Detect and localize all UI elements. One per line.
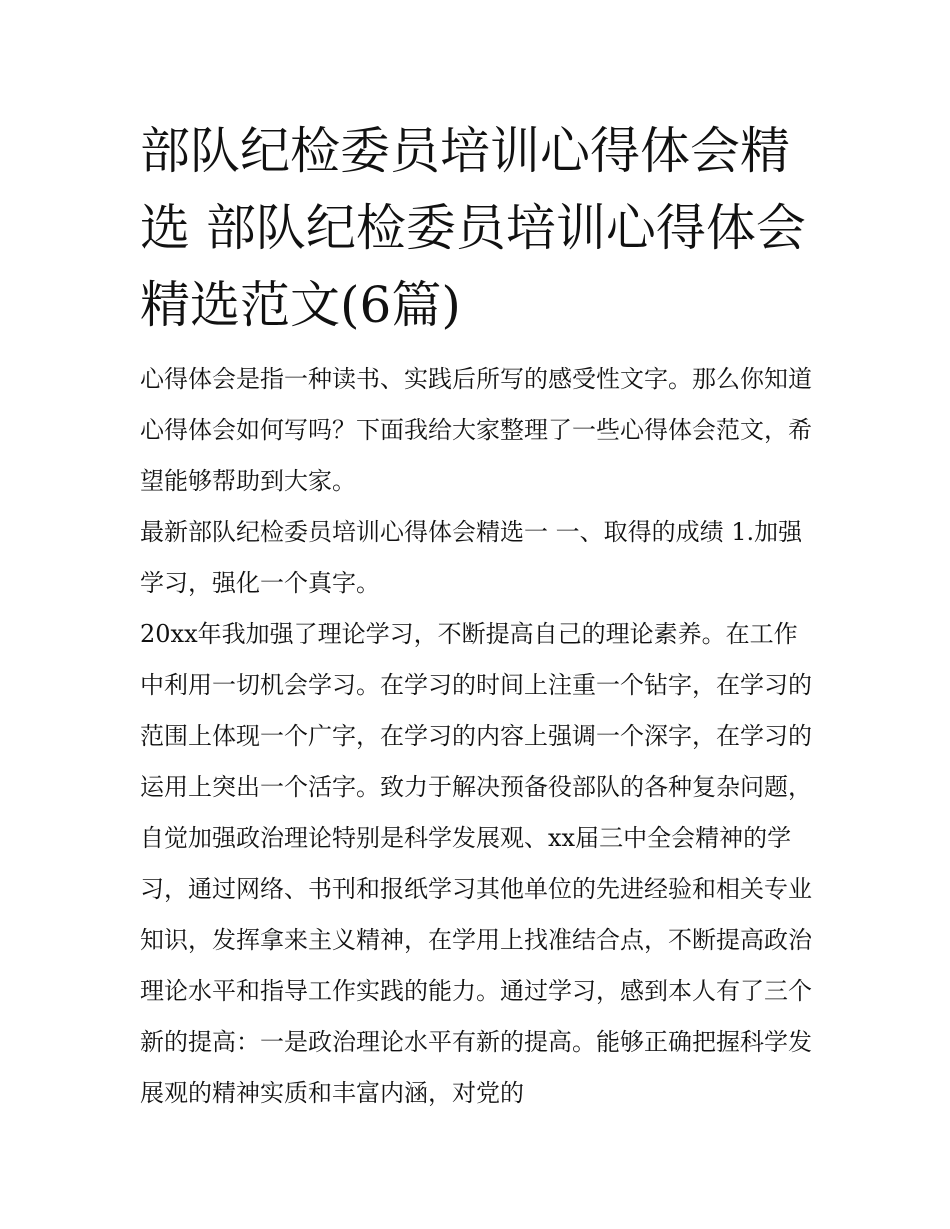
paragraph-section-heading: 最新部队纪检委员培训心得体会精选一 一、取得的成绩 1.加强学习，强化一个真字。: [140, 518, 803, 597]
document-title: 部队纪检委员培训心得体会精选 部队纪检委员培训心得体会精选范文(6篇): [140, 122, 806, 334]
document-body: [140, 354, 820, 1119]
paragraph-intro: 心得体会是指一种读书、实践后所写的感受性文字。那么你知道心得体会如何写吗？下面我给大家整理了一些心得体会范文，希望能够帮助到大家。: [140, 365, 812, 495]
paragraph-main: 20xx年我加强了理论学习，不断提高自己的理论素养。在工作中利用一切机会学习。在学习的时间上注重一个钻字，在学习的范围上体现一个广字，在学习的内容上强调一个深字，在学习的运用上突出一个活字。致力于解决预备役部队的各种复杂问题，自觉加强政治理论特别是科学发展观、xx届三中全会精神的学习，通过网络、书刊和报纸学习其他单位的先进经验和相关专业知识，发挥拿来主义精神，在学用上找准结合点，不断提高政治理论水平和指导工作实践的能力。通过学习，感到本人有了三个新的提高：一是政治理论水平有新的提高。能够正确把握科学发展观的精神实质和丰富内涵，对党的: [140, 620, 812, 1107]
